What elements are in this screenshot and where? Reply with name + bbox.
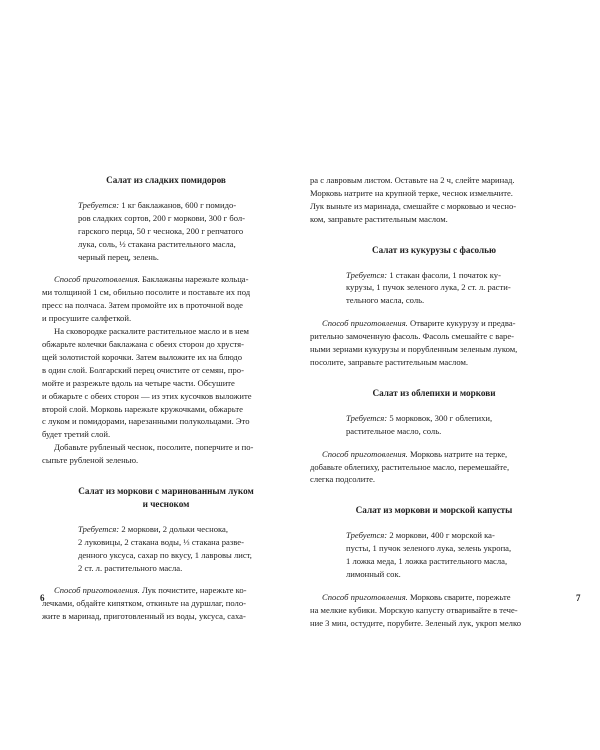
- method-label: Способ приготовления.: [54, 274, 140, 285]
- method-line: ными зернами кукурузы и порубленным зеленым луком,: [310, 344, 518, 355]
- method-label: Способ приготовления.: [322, 318, 408, 329]
- method-line: лечками, обдайте кипятком, откиньте на дуршлаг, поло-: [42, 598, 247, 609]
- recipe-title: Салат из моркови и морской капусты: [355, 505, 513, 516]
- method-line: ком, заправьте растительным маслом.: [310, 213, 448, 224]
- method-line: с луком и помидорами, нарезанными полукольцами. Это: [42, 416, 250, 427]
- ingredients-line: денного уксуса, сахар по вкусу, 1 лавровы лист,: [78, 549, 252, 560]
- method-line: Баклажаны нарежьте кольца-: [142, 274, 249, 285]
- method-line: будет третий слой.: [42, 429, 111, 440]
- ingredients-line: ров сладких сортов, 200 г моркови, 300 г бол-: [78, 212, 246, 223]
- ingredients-line: 1 ложка меда, 1 ложка растительного масла,: [346, 556, 508, 567]
- recipe-title: Салат из сладких помидоров: [106, 175, 226, 185]
- left-column: [42, 174, 290, 623]
- method-paragraph: [310, 591, 558, 604]
- ingredients-block: [78, 523, 290, 575]
- method-line: добавьте облепиху, растительное масло, перемешайте,: [310, 461, 510, 472]
- method-line: На сковородке раскалите растительное масло и в нем: [54, 326, 249, 337]
- ingredients-line: лимонный сок.: [346, 568, 401, 579]
- method-line: пресс на полчаса. Затем промойте их в проточной воде: [42, 300, 243, 311]
- method-paragraph: [310, 448, 558, 461]
- method-line: Лук почистите, нарежьте ко-: [142, 585, 247, 596]
- ingredients-line: черный перец, зелень.: [78, 251, 159, 262]
- method-line: ние 3 мин, остудите, порубите. Зеленый лук, укроп мелко: [310, 617, 521, 628]
- method-label: Способ приготовления.: [54, 585, 140, 596]
- ingredients-block: [346, 269, 558, 308]
- ingredients-line: 1 стакан фасоли, 1 початок ку-: [389, 269, 501, 280]
- recipe-title: Салат из моркови с маринованным луком и чесноком: [78, 486, 254, 509]
- ingredients-line: растительное масло, соль.: [346, 425, 442, 436]
- ingredients-label: Требуется:: [346, 269, 388, 280]
- method-line: Морковь натрите на крупной терке, чеснок измельчите.: [310, 187, 513, 198]
- method-line: в один слой. Болгарский перец очистите от семян, про-: [42, 364, 244, 375]
- method-label: Способ приготовления.: [322, 591, 408, 602]
- ingredients-label: Требуется:: [346, 412, 388, 423]
- ingredients-label: Требуется:: [78, 199, 120, 210]
- ingredients-line: тельного масла, соль.: [346, 295, 425, 306]
- method-line: Морковь сварите, порежьте: [410, 591, 511, 602]
- ingredients-line: 2 ст. л. растительного масла.: [78, 562, 183, 573]
- recipe-title: Салат из кукурузы с фасолью: [371, 244, 497, 255]
- method-line: рительно замоченную фасоль. Фасоль смешайте с варе-: [310, 331, 514, 342]
- ingredients-line: 2 луковицы, 2 стакана воды, ⅓ стакана разве-: [78, 536, 244, 547]
- ingredients-line: гарского перца, 50 г чеснока, 200 г репчатого: [78, 225, 244, 236]
- ingredients-line: курузы, 1 пучок зеленого лука, 2 ст. л. расти-: [346, 282, 511, 293]
- method-line: и обжарьте с обеих сторон — из этих кусочков выложите: [42, 390, 252, 401]
- method-line: Добавьте рубленый чеснок, посолите, поперчите и по-: [54, 442, 254, 453]
- right-page: [300, 0, 600, 750]
- method-line: второй слой. Морковь нарежьте кружочками, обжарьте: [42, 403, 243, 414]
- method-line: посолите, заправьте растительным маслом.: [310, 356, 469, 367]
- method-line: Отварите кукурузу и предва-: [410, 318, 516, 329]
- page-number: 6: [40, 593, 45, 603]
- ingredients-block: [78, 199, 290, 264]
- page-number: 7: [576, 593, 581, 603]
- method-paragraph: [310, 317, 558, 330]
- ingredients-line: пусты, 1 пучок зеленого лука, зелень укропа,: [346, 543, 512, 554]
- method-line: мойте и разрежьте вдоль на четыре части. Обсушите: [42, 377, 235, 388]
- method-line: и просушите салфеткой.: [42, 313, 132, 324]
- ingredients-block: [346, 412, 558, 438]
- method-line: слегка подсолите.: [310, 474, 376, 485]
- method-paragraph: [42, 584, 290, 597]
- ingredients-block: [346, 529, 558, 581]
- method-line: жите в маринад, приготовленный из воды, уксуса, саха-: [42, 611, 246, 622]
- ingredients-label: Требуется:: [346, 530, 388, 541]
- ingredients-line: 5 морковок, 300 г облепихи,: [389, 412, 493, 423]
- method-label: Способ приготовления.: [322, 448, 408, 459]
- method-line: щей золотистой корочки. Затем выложите их на блюдо: [42, 351, 243, 362]
- method-line: Морковь натрите на терке,: [410, 448, 508, 459]
- right-column: [310, 174, 558, 630]
- method-line: сыпьте рубленой зеленью.: [42, 455, 139, 466]
- ingredients-label: Требуется:: [78, 523, 120, 534]
- method-line: ми толщиной 1 см, обильно посолите и поставьте их под: [42, 287, 251, 298]
- ingredients-line: 2 моркови, 400 г морской ка-: [389, 530, 495, 541]
- recipe-title: Салат из облепихи и моркови: [372, 387, 496, 398]
- method-line: на мелкие кубики. Морскую капусту отваривайте в тече-: [310, 604, 518, 615]
- ingredients-line: 1 кг баклажанов, 600 г помидо-: [121, 199, 237, 210]
- method-line: Лук выньте из маринада, смешайте с морковью и чесно-: [310, 200, 517, 211]
- ingredients-line: лука, соль, ½ стакана растительного масла,: [78, 238, 236, 249]
- method-paragraph: [42, 273, 290, 286]
- method-line: обжарьте колечки баклажана с обеих сторон до хрустя-: [42, 338, 244, 349]
- method-line: ра с лавровым листом. Оставьте на 2 ч, слейте маринад.: [310, 175, 515, 185]
- ingredients-line: 2 моркови, 2 дольки чеснока,: [121, 523, 228, 534]
